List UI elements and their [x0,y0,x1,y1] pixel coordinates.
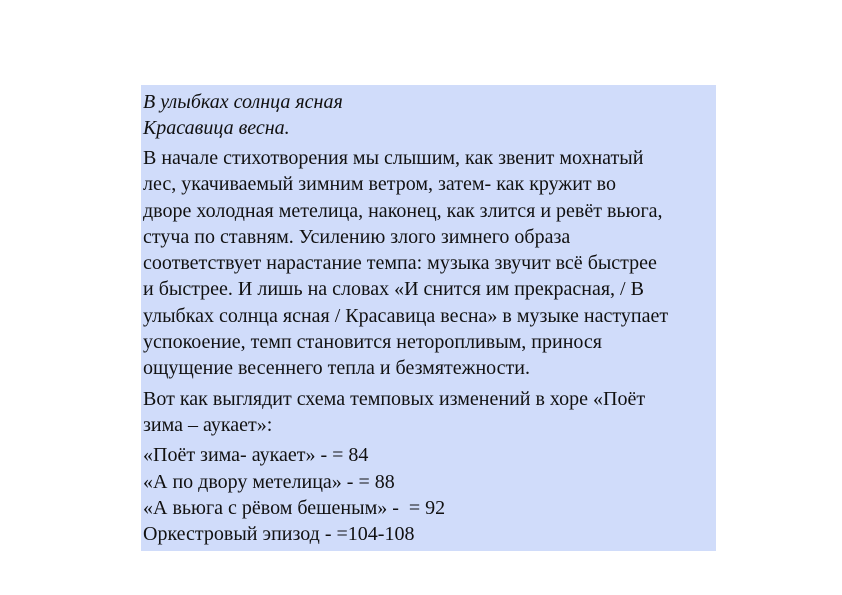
quote-line: В улыбках солнца ясная [143,91,343,113]
paragraph-line: и быстрее. И лишь на словах «И снится им прекрасная, / В [143,278,644,301]
paragraph-line: улыбках солнца ясная / Красавица весна» в музыке наступает [143,304,669,327]
paragraph-line: стуча по ставням. Усилению злого зимнего образа [143,225,571,248]
tempo-item: «А по двору метелица» - = 88 [143,470,395,493]
paragraph-line: лес, укачиваемый зимним ветром, затем- как кружит во [143,173,616,196]
tempo-item: «А вьюга с рёвом бешеным» - = 92 [143,496,446,519]
poem-quote [143,89,716,141]
quote-line: Красавица весна. [143,117,290,139]
paragraph-line: Вот как выглядит схема темповых изменений в хоре «Поёт [143,387,646,410]
paragraph-line: дворе холодная метелица, наконец, как злится и ревёт вьюга, [143,199,663,222]
tempo-item: «Поёт зима- аукает» - = 84 [143,444,369,467]
tempo-scheme-list [143,442,716,547]
paragraph-line: ощущение весеннего тепла и безмятежности. [143,357,530,380]
tempo-item: Оркестровый эпизод - =104-108 [143,523,415,546]
paragraph-line: соответствует нарастание темпа: музыка звучит всё быстрее [143,252,657,275]
tempo-intro-paragraph [143,386,716,439]
paragraph-line: В начале стихотворения мы слышим, как звенит мохнатый [143,147,644,169]
paragraph-line: успокоение, темп становится неторопливым, принося [143,331,602,354]
paragraph-line: зима – аукает»: [143,413,273,436]
description-paragraph [143,145,716,382]
slide-text-box [141,85,716,551]
